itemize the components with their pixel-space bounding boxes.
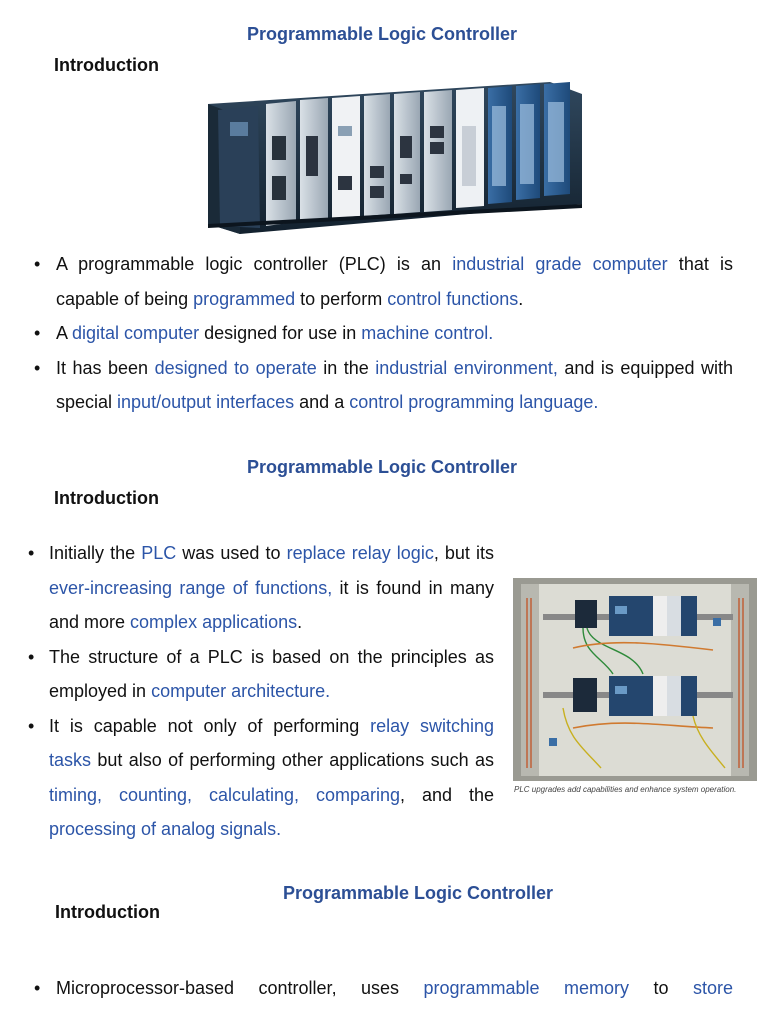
highlight-phrase: digital computer — [72, 323, 200, 343]
section2-title: Programmable Logic Controller — [247, 457, 518, 477]
highlight-phrase: programmed — [193, 288, 296, 309]
section3-subtitle: Introduction — [55, 902, 160, 922]
section3-bullet-list — [33, 971, 733, 1006]
text-run: The structure of a PLC is based on the principles as employed in — [49, 646, 494, 701]
highlight-phrase: programmable memory — [423, 978, 630, 998]
section2-bullet-list — [28, 536, 494, 847]
bullet-item — [33, 316, 733, 351]
text-run: was used to — [176, 543, 287, 563]
bullet-item — [33, 247, 733, 316]
bullet-text — [56, 971, 733, 1006]
bullet-text — [56, 254, 733, 309]
bullet-text — [49, 716, 494, 840]
highlight-phrase: complex applications — [130, 612, 298, 632]
text-run: but also of performing other applications such as — [91, 750, 494, 770]
text-run: to — [629, 978, 693, 998]
text-run: that is capable of being — [56, 254, 733, 309]
highlight-phrase: ever-increasing range of functions, — [49, 577, 333, 598]
text-run: and is equipped with special — [56, 357, 733, 412]
text-run: . — [297, 612, 303, 632]
highlight-phrase: computer architecture. — [151, 681, 331, 701]
text-run: A programmable logic controller (PLC) is an — [56, 254, 453, 274]
bullet-text — [56, 323, 493, 343]
text-run: and a — [294, 392, 350, 412]
highlight-phrase: industrial grade computer — [452, 254, 668, 274]
highlight-phrase: processing of analog signals. — [49, 819, 282, 839]
section1-bullet-list — [33, 247, 733, 420]
highlight-phrase: relay switching tasks — [49, 715, 495, 770]
highlight-phrase: input/output interfaces — [117, 392, 295, 412]
text-run: , but its — [433, 543, 495, 563]
highlight-phrase: store — [692, 978, 733, 998]
bullet-item — [28, 536, 494, 640]
highlight-phrase: PLC — [141, 543, 177, 563]
text-run: , and the — [400, 784, 494, 805]
text-run: It has been — [56, 357, 155, 378]
text-run: designed for use in — [199, 323, 362, 343]
plc-panel-caption: PLC upgrades add capabilities and enhance system operation. — [514, 785, 737, 794]
bullet-text — [56, 358, 733, 413]
text-run: in the — [316, 357, 376, 378]
text-run: It is capable not only of performing — [49, 715, 371, 736]
bullet-item — [33, 971, 733, 1006]
bullet-item — [28, 640, 494, 709]
text-run: A — [56, 323, 73, 343]
plc-rack-image — [200, 76, 584, 238]
section1-title: Programmable Logic Controller — [247, 24, 518, 44]
bullet-item — [28, 709, 494, 847]
section2-subtitle: Introduction — [54, 488, 159, 508]
highlight-phrase: designed to operate — [154, 357, 317, 378]
highlight-phrase: industrial environment, — [375, 357, 558, 378]
highlight-phrase: replace relay logic — [286, 543, 434, 563]
bullet-item — [33, 351, 733, 420]
highlight-phrase: machine control. — [361, 323, 494, 343]
bullet-text — [49, 543, 494, 632]
text-run: to perform — [295, 288, 388, 309]
text-run: Microprocessor-based controller, uses — [56, 978, 424, 998]
text-run: it is found in many and more — [49, 577, 495, 632]
plc-panel-image — [513, 578, 757, 781]
text-run: Initially the — [49, 543, 142, 563]
text-run: . — [518, 288, 524, 309]
bullet-text — [49, 647, 494, 702]
section3-title: Programmable Logic Controller — [283, 883, 554, 903]
section1-subtitle: Introduction — [54, 55, 159, 75]
highlight-phrase: control programming language. — [349, 392, 599, 412]
highlight-phrase: control functions — [387, 288, 519, 309]
highlight-phrase: timing, counting, calculating, comparing — [49, 784, 401, 805]
